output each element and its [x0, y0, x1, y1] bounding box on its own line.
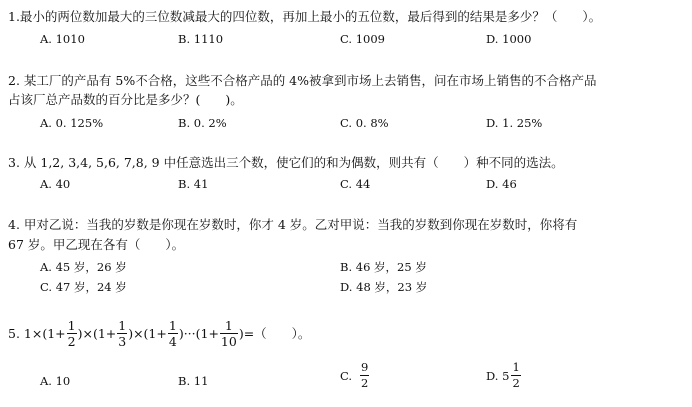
question-4-stem-line-1: 4. 甲对乙说：当我的岁数是你现在岁数时，你才 4 岁。乙对甲说：当我的岁数到你现在岁数时，你将有 [8, 217, 578, 232]
q2-option-d: D. 1. 25% [486, 116, 543, 130]
q2-option-c: C. 0. 8% [340, 116, 389, 130]
option-label: C. [340, 368, 353, 383]
fraction-denominator: 4 [168, 334, 177, 349]
fraction-numerator: 1 [168, 318, 177, 333]
q5-option-c [340, 360, 370, 391]
q1-option-c: C. 1009 [340, 32, 385, 46]
option-label: D. 5 [486, 368, 510, 383]
q1-option-d: D. 1000 [486, 32, 532, 46]
q5-fraction-4 [220, 318, 238, 349]
q3-option-b: B. 41 [178, 177, 209, 191]
fraction-numerator: 1 [67, 318, 76, 333]
q4-option-a: A. 45 岁，26 岁 [40, 260, 127, 274]
q4-option-d: D. 48 岁，23 岁 [340, 280, 428, 294]
question-4-stem-line-2: 67 岁。甲乙现在各有（ ）。 [8, 237, 185, 252]
q5-fraction-2 [117, 318, 127, 349]
option-fraction [511, 360, 520, 391]
q4-option-b: B. 46 岁，25 岁 [340, 260, 427, 274]
q3-option-a: A. 40 [40, 177, 71, 191]
q3-option-d: D. 46 [486, 177, 517, 191]
question-2-stem-line-1: 2. 某工厂的产品有 5%不合格，这些不合格产品的 4%被拿到市场上去销售，问在市场上销售的不合格产品 [8, 73, 597, 88]
fraction-numerator: 9 [361, 360, 369, 374]
q5-option-d [486, 360, 522, 391]
q5-ellipsis: )···(1+ [178, 326, 219, 341]
question-5-stem [8, 318, 310, 349]
fraction-denominator: 2 [512, 376, 520, 390]
q2-option-b: B. 0. 2% [178, 116, 227, 130]
fraction-numerator: 1 [220, 318, 238, 334]
fraction-numerator: 1 [118, 318, 127, 333]
q3-option-c: C. 44 [340, 177, 371, 191]
q1-option-b: B. 1110 [178, 32, 224, 46]
q5-option-b: B. 11 [178, 374, 209, 388]
fraction-denominator: 3 [118, 334, 127, 349]
q1-option-a: A. 1010 [40, 32, 85, 46]
question-3-stem: 3. 从 1,2, 3,4, 5,6, 7,8, 9 中任意选出三个数，使它们的和为偶数，则共有（ ）种不同的选法。 [8, 155, 564, 170]
question-1-stem: 1.最小的两位数加最大的三位数减最大的四位数，再加上最小的五位数，最后得到的结果是多少？（ ）。 [8, 9, 602, 24]
q5-prefix: 5. 1×(1+ [8, 326, 66, 341]
q5-times-2: )×(1+ [128, 326, 167, 341]
fraction-denominator: 2 [67, 334, 76, 349]
q5-tail: )=（ ）。 [238, 326, 311, 341]
fraction-denominator: 2 [361, 376, 369, 390]
q5-fraction-1 [67, 318, 77, 349]
q5-times-1: )×(1+ [77, 326, 117, 341]
q2-option-a: A. 0. 125% [40, 116, 104, 130]
fraction-denominator: 10 [220, 334, 237, 349]
fraction-numerator: 1 [512, 360, 520, 374]
option-fraction [360, 360, 369, 391]
question-2-stem-line-2: 占该厂总产品数的百分比是多少？( )。 [8, 92, 243, 107]
q5-option-a: A. 10 [40, 374, 71, 388]
q5-fraction-3 [168, 318, 178, 349]
q4-option-c: C. 47 岁，24 岁 [40, 280, 127, 294]
